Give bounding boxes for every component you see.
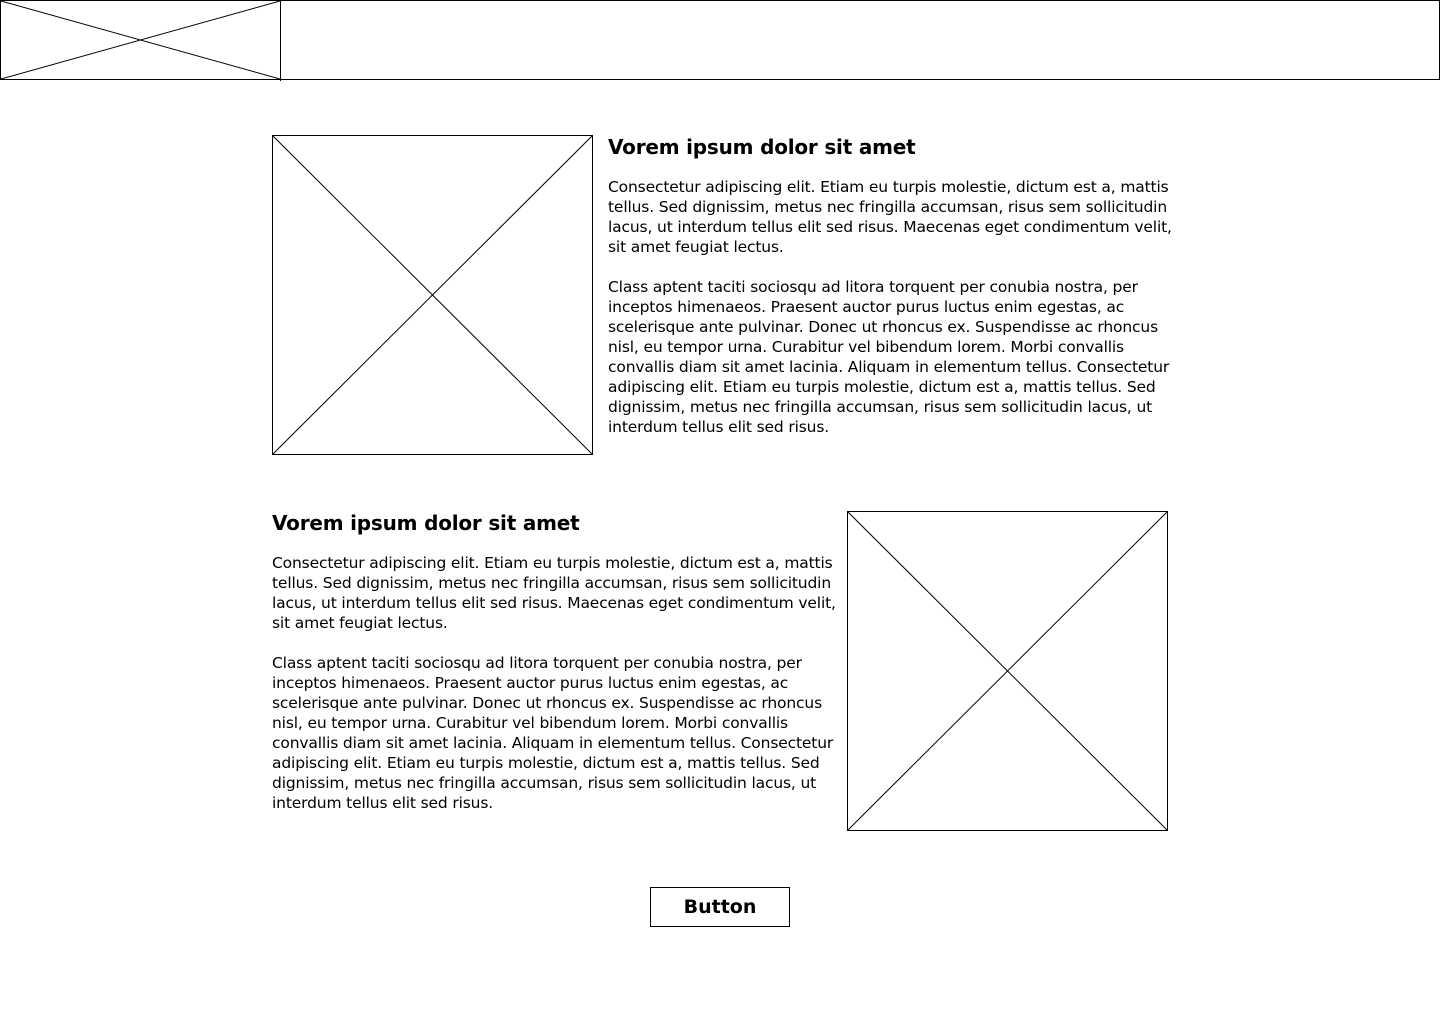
image-placeholder-icon — [848, 512, 1167, 830]
primary-button[interactable]: Button — [650, 887, 790, 927]
section-2-title: Vorem ipsum dolor sit amet — [272, 511, 580, 535]
section-1-title: Vorem ipsum dolor sit amet — [608, 135, 916, 159]
header-bar — [0, 0, 1440, 80]
section-2-image — [847, 511, 1168, 831]
section-1-text — [608, 135, 1178, 457]
section-1-paragraph-2: Class aptent taciti sociosqu ad litora torquent per conubia nostra, per inceptos himenaeos. Praesent auctor purus luctus enim egestas, ac scelerisque ante pulvinar. Donec ut rhoncus ex. Suspendisse ac rhoncus nisl, eu tempor urna. Curabitur vel bibendum lorem. Morbi convallis convallis diam sit amet lacinia. Aliquam in elementum tellus. Consectetur adipiscing elit. Etiam eu turpis molestie, dictum est a, mattis tellus. Sed dignissim, metus nec fringilla accumsan, risus sem sollicitudin lacus, ut interdum tellus elit sed risus. — [608, 278, 1170, 436]
section-2-paragraph-2: Class aptent taciti sociosqu ad litora torquent per conubia nostra, per inceptos himenaeos. Praesent auctor purus luctus enim egestas, ac scelerisque ante pulvinar. Donec ut rhoncus ex. Suspendisse ac rhoncus nisl, eu tempor urna. Curabitur vel bibendum lorem. Morbi convallis convallis diam sit amet lacinia. Aliquam in elementum tellus. Consectetur adipiscing elit. Etiam eu turpis molestie, dictum est a, mattis tellus. Sed dignissim, metus nec fringilla accumsan, risus sem sollicitudin lacus, ut interdum tellus elit sed risus. — [272, 654, 834, 812]
section-2-paragraph-1: Consectetur adipiscing elit. Etiam eu turpis molestie, dictum est a, mattis tellus. Sed dignissim, metus nec fringilla accumsan, risus sem sollicitudin lacus, ut interdum tellus elit sed risus. Maecenas eget condimentum velit, sit amet feugiat lectus. — [272, 554, 836, 632]
section-1-image — [272, 135, 593, 455]
section-1-paragraph-1: Consectetur adipiscing elit. Etiam eu turpis molestie, dictum est a, mattis tellus. Sed dignissim, metus nec fringilla accumsan, risus sem sollicitudin lacus, ut interdum tellus elit sed risus. Maecenas eget condimentum velit, sit amet feugiat lectus. — [608, 178, 1172, 256]
logo-placeholder[interactable] — [1, 1, 281, 81]
image-placeholder-icon — [273, 136, 592, 454]
image-placeholder-icon — [1, 1, 280, 79]
section-2-text — [272, 511, 842, 833]
